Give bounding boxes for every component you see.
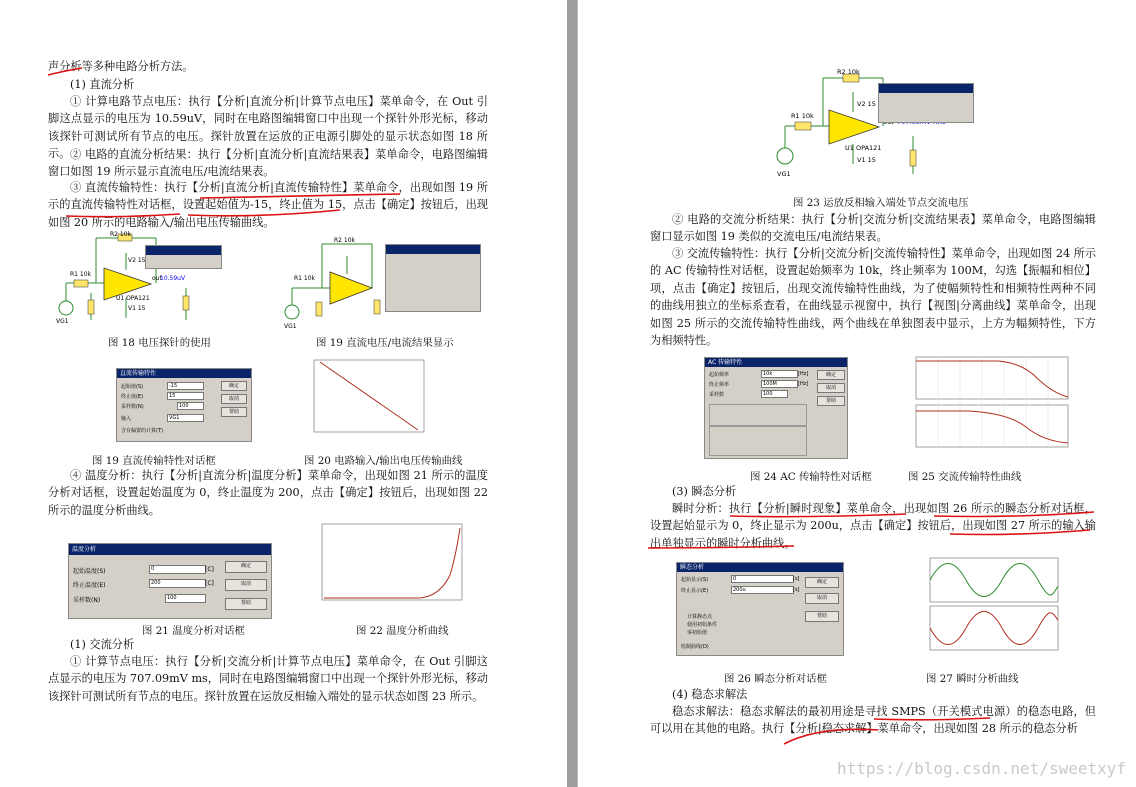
input-label: 输入 [121, 416, 132, 422]
section-heading: (3) 瞬态分析 [672, 485, 737, 498]
paragraph: ② 电路的交流分析结果：执行【分析|交流分析|交流结果表】菜单命令，电路图编辑窗口显示如图 19 类似的交流电压/电流结果表。 [650, 213, 1096, 244]
end-label: 终止值(E) [121, 394, 144, 400]
step-label: 采样数(N) [73, 597, 101, 604]
unit-label: [C] [205, 566, 214, 573]
r1-label: R1 10k [294, 275, 316, 282]
end-field[interactable]: 15 [167, 392, 204, 400]
help-button[interactable]: 帮助 [225, 598, 267, 610]
ac-transfer-dialog [704, 357, 848, 459]
unit-label: [s] [793, 576, 800, 582]
option-radio[interactable]: 零初始值 [687, 630, 708, 636]
cancel-button[interactable]: 取消 [817, 383, 845, 393]
option-radio[interactable]: 计算静态点 [687, 614, 713, 620]
bias-checkbox[interactable]: 含有偏置的计算(T) [121, 428, 163, 434]
step-field[interactable]: 100 [165, 594, 206, 603]
start-label: 起始显示(S) [681, 577, 709, 583]
unit-label: [Hz] [798, 371, 809, 377]
figure-caption: 图 23 运放反相输入端处节点交流电压 [793, 197, 969, 209]
handwritten-underlines [638, 500, 1108, 550]
end-label: 终止频率 [709, 382, 730, 388]
v2-label: V2 15 [128, 257, 146, 264]
fig23-probe-window [878, 83, 974, 123]
fig22-temperature-curve [300, 520, 470, 616]
transient-dialog [676, 562, 844, 656]
ok-button[interactable]: 确定 [221, 381, 247, 391]
paragraph: 瞬时分析：执行【分析|瞬时现象】菜单命令，出现如图 26 所示的瞬态分析对话框，设置起始显示为 0，终止显示为 200u，点击【确定】按钮后，出现如图 27 所示的输入输出单独显示的瞬时分析曲线。 [650, 502, 1096, 550]
paragraph: 稳态求解法：稳态求解法的最初用途是寻找 SMPS（开关模式电源）的稳态电路，但可以用在其他的电路。执行【分析|稳态求解】菜单命令，出现如图 28 所示的稳态分析 [650, 705, 1096, 736]
fig19-circuit [282, 236, 392, 330]
paragraph: ③ 直流传输特性：执行【分析|直流分析|直流传输特性】菜单命令，出现如图 19 所示的直流传输特性对话框，设置起始值为-15，终止值为 15，点击【确定】按钮后，出现如图 20 所示的电路输入/输出电压传输曲线。 [48, 181, 488, 229]
r2-label: R2 10k [837, 68, 860, 76]
figure-caption: 图 26 瞬态分析对话框 [724, 673, 827, 685]
ok-button[interactable]: 确定 [225, 561, 267, 573]
end-field[interactable]: 100M [761, 380, 798, 388]
cancel-button[interactable]: 取消 [805, 593, 839, 604]
cancel-button[interactable]: 取消 [221, 394, 247, 404]
v1-label: V1 15 [128, 305, 146, 312]
start-field[interactable]: 0 [731, 575, 794, 583]
dialog-title: AC 传输特性 [705, 358, 847, 367]
cancel-button[interactable]: 取消 [225, 579, 267, 591]
vg1-label: VG1 [777, 170, 791, 178]
handwritten-underlines [40, 60, 500, 220]
dialog-title: 温度分析 [69, 544, 271, 555]
paragraph: ③ 交流传输特性：执行【分析|交流分析|交流传输特性】菜单命令，出现如图 24 所示的 AC 传输特性对话框，设置起始频率为 10k，终止频率为 100M，勾选【振幅和相位】项，点击【确定】按钮后，出现交流传输特性曲线，为了使幅频特性和相频特性两种不同的曲线用独立的坐标系查看，在曲线显示视窗中，执行【视图|分离曲线】菜单命令，出现如图 25 所示的交流传输特性曲线，两个曲线在单独图表中显示，上方为幅频特性，下方为相频特性。 [650, 247, 1097, 348]
fig18-probe-window [145, 245, 222, 269]
v2-label: V2 15 [857, 100, 876, 108]
step-label: 采样数 [709, 392, 725, 398]
section-heading: (4) 稳态求解法 [672, 688, 748, 701]
figure-caption: 图 20 电路输入/输出电压传输曲线 [304, 455, 463, 467]
figure-caption: 图 21 温度分析对话框 [142, 625, 245, 637]
section-heading: (1) 直流分析 [70, 78, 135, 91]
start-label: 起始温度(S) [73, 568, 106, 575]
start-label: 起始频率 [709, 372, 730, 378]
vg1-label: VG1 [284, 323, 297, 330]
figure-caption: 图 24 AC 传输特性对话框 [750, 471, 872, 483]
end-field[interactable]: 200u [731, 586, 794, 594]
dialog-title: 直流传输特性 [117, 369, 251, 378]
section-heading: (1) 交流分析 [70, 638, 135, 651]
start-label: 起始值(S) [121, 384, 144, 390]
end-field[interactable]: 200 [149, 579, 206, 588]
paragraph: ① 计算电路节点电压：执行【分析|直流分析|计算节点电压】菜单命令，在 Out 引脚这点显示的电压为 10.59uV，同时在电路图编辑窗口中出现一个探针外形光标，移动该探针可测试所有节点的电压。探针放置在运放的正电源引脚处的显示状态如图 18 所示。 [48, 95, 488, 161]
fig25-ac-curves [898, 355, 1073, 455]
step-field[interactable]: 100 [761, 390, 788, 398]
temperature-dialog [68, 543, 272, 619]
end-label: 终止显示(E) [681, 588, 709, 594]
figure-caption: 图 18 电压探针的使用 [108, 337, 211, 349]
u1-label: U1 OPA121 [845, 144, 882, 152]
page-gutter [567, 0, 577, 787]
paragraph: ② 电路的直流分析结果：执行【分析|直流分析|直流结果表】菜单命令，电路图编辑窗口如图 19 所示显示直流电压/电流结果表。 [48, 148, 488, 179]
figure-caption: 图 25 交流传输特性曲线 [908, 471, 1022, 483]
r2-label: R2 10k [334, 237, 356, 244]
help-button[interactable]: 帮助 [817, 396, 845, 406]
r1-label: R1 10k [70, 271, 92, 278]
help-button[interactable]: 帮助 [805, 611, 839, 622]
start-field[interactable]: -15 [167, 382, 204, 390]
vg1-label: VG1 [56, 318, 69, 325]
out-value: 10.59uV [160, 275, 186, 282]
r2-label: R2 10k [110, 231, 132, 238]
start-field[interactable]: 10k [761, 370, 798, 378]
fig18-circuit [56, 228, 236, 330]
step-label: 采样数(N) [121, 404, 144, 410]
v1-label: V1 15 [857, 156, 876, 164]
end-label: 终止温度(E) [73, 582, 106, 589]
watermark: https://blog.csdn.net/sweetxyf [837, 759, 1126, 778]
right-page [577, 0, 1136, 787]
help-button[interactable]: 帮助 [221, 407, 247, 417]
ok-button[interactable]: 确定 [817, 370, 845, 380]
paragraph: ④ 温度分析：执行【分析|直流分析|温度分析】菜单命令，出现如图 21 所示的温度分析对话框，设置起始温度为 0，终止温度为 200，点击【确定】按钮后，出现如图 22 所示的温度分析曲线。 [48, 469, 488, 517]
step-field[interactable]: 100 [177, 402, 204, 410]
figure-caption: 图 19 直流传输特性对话框 [92, 455, 216, 467]
start-field[interactable]: 0 [149, 565, 206, 574]
unit-label: [s] [793, 587, 800, 593]
fig19-results-table [385, 244, 481, 312]
handwritten-underlines [778, 704, 1098, 748]
unit-label: [Hz] [798, 381, 809, 387]
paragraph: 声分析等多种电路分析方法。 [48, 60, 194, 73]
fig20-transfer-curve [300, 356, 430, 446]
paragraph: ① 计算节点电压：执行【分析|交流分析|计算节点电压】菜单命令，在 Out 引脚这点显示的电压为 707.09mV ms，同时在电路图编辑窗口中出现一个探针外形光标，移动该探针可测试所有节点的电压。探针放置在运放反相输入端处的显示状态如图 23 所示。 [48, 655, 488, 703]
plot-checkbox[interactable]: 绘制曲线(D) [681, 644, 709, 650]
r1-label: R1 10k [791, 112, 814, 120]
fig27-transient-curves [902, 556, 1062, 656]
dc-transfer-dialog [116, 368, 252, 442]
figure-caption: 图 22 温度分析曲线 [356, 625, 449, 637]
figure-caption: 图 19 直流电压/电流结果显示 [316, 337, 454, 349]
dialog-title: 瞬态分析 [677, 563, 843, 572]
u1-label: U1 OPA121 [116, 295, 150, 302]
input-select[interactable]: VG1 [167, 414, 204, 422]
option-radio[interactable]: 使用初始条件 [687, 622, 718, 628]
unit-label: [C] [205, 580, 214, 587]
figure-caption: 图 27 瞬时分析曲线 [926, 673, 1019, 685]
out-label: out [152, 275, 162, 282]
ok-button[interactable]: 确定 [805, 577, 839, 588]
